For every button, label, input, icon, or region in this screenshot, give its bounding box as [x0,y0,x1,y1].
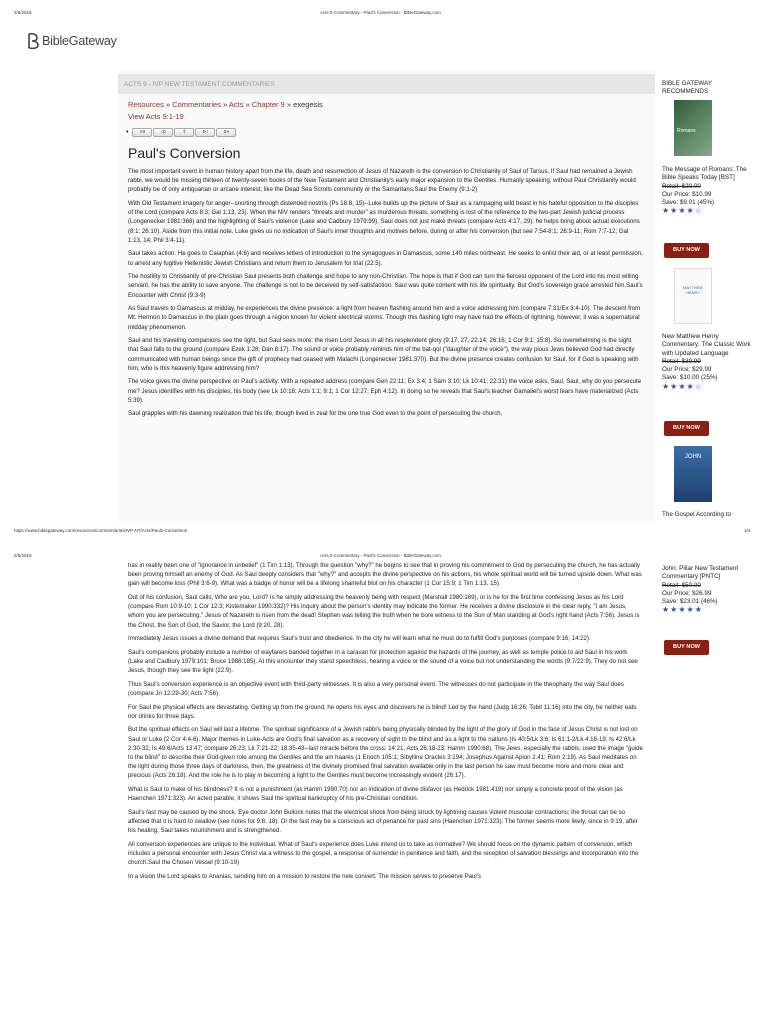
print-title: Acts 9 Commentary - Paul's Conversion - BibleGateway.com [320,10,441,15]
up-button[interactable]: ⇧ [174,128,194,137]
article-title: Paul's Conversion [128,145,241,161]
breadcrumb-resources[interactable]: Resources [128,100,164,109]
view-acts-link[interactable]: View Acts 9:1-19 [128,112,184,121]
paragraph: has in reality been one of "ignorance in unbelief" (1 Tim 1:13). Through the question "why?" he begins to see that in proving his commitment to God by persecuting the church, he has actually been proving himself an enemy of God. As Saul deeply considers that "why?" and accepts the divine perspective on his actions, his whole spiritual world will be turned upside down. What was gain will become loss (Phil 3:6-9). What was a badge of honor will be a lifelong shameful blot on his character (1 Cor 15:9; 1 Tim 1:13, 15). [128,562,642,588]
book-item-4 [662,565,752,615]
paragraph: What is Saul to make of his blindness? It is not a punishment (as Hamm 1990:70) nor an indication of divine disfavor (as Hedrick 1981:419) nor simply a concrete proof of the vision (as Haenchen 1971:323). An acted parable, it shows Saul the spiritual bankruptcy of his pre-Christian condition. [128,786,623,803]
cover-text: MATTHEW HENRY [683,285,703,295]
paragraph: Thus Saul's conversion experience is an objective event with third-party witnesses. It is also a very personal event. The witnesses do not participate in the theophany the way Saul does (compare Jn 12:29-30; Acts 7:56). [128,680,624,697]
breadcrumb-sep: » [245,100,250,109]
book-price: Our Price: $26.99 [662,589,712,597]
paragraph: The most important event in human history apart from the life, death and resurrection of Jesus of Nazareth is the conversion to Christianity of Saul of Tarsus. If Saul had remained a Jewish rabbi, we would be missing thirteen of twenty-seven books of the New Testament and Christianity's early major expansion to the Gentiles. Humanly speaking, without Paul Christianity would probably be of only antiquarian or arcane interest, like the Dead Sea Scrolls community or the Samaritans.Saul the Enemy (9:1-2) [128,168,636,194]
book-save: Save: $10.00 (25%) [662,374,718,382]
buy-now-button[interactable]: BUY NOW [664,640,709,655]
book-title[interactable]: New Matthew Henry Commentary: The Classic Work with Updated Language [662,333,751,357]
commentary-band: ACTS 9 - IVP NEW TESTAMENT COMMENTARIES [118,74,655,94]
book-price: Our Price: $29.99 [662,366,712,374]
paragraph: Saul grapples with his dawning realization that his life, though lived in zeal for the one true God even to the point of persecuting the church, [128,410,503,418]
breadcrumb-sep: » [223,100,228,109]
paragraph: In a vision the Lord speaks to Ananias, sending him on a mission to restore the new convert. The mission serves to preserve Paul's [128,872,481,880]
biblegateway-logo[interactable] [26,30,117,52]
book-cover-matthew-henry[interactable] [674,268,712,324]
paragraph: Immediately Jesus issues a divine demand that requires Saul's trust and obedience. In the city he will learn what he must do to fulfill God's purposes (compare 9:16; 14:22). [128,635,591,643]
paragraph: Saul and his traveling companions see the light, but Saul sees more: the risen Lord Jesus in all his resplendent glory (9:17, 27; 22:14; 26:16; 1 Cor 9:1; 15:8). So overwhelming is the sight that Saul falls to the ground (compare Ezek 1:28; Dan 8:17). The sound or voice probably reminds him of the bat-qol ("daughter of the voice"), the way pious Jews believed God had directly communicated with human beings since the gift of prophecy had ceased with Malachi (Longenecker 1981:370). But the divine presence creates confusion for Saul, for if God is speaking with him, who is this heavenly figure addressing him? [128,337,639,372]
rating-stars: ★★★★☆ [662,206,703,216]
paragraph: With Old Testament imagery for anger--snorting through distended nostrils (Ps 18:8, 15)--Luke builds up the picture of Saul as a rampaging wild beast in his hateful opposition to the disciples of the Lord (compare Acts 8:3; Gal 1:13, 23). When the NIV renders "threats and murder" as murderous threats, something is lost of the reference to the two-part Jewish judicial process (Longenecker 1981:368) and the highlighting of Saul's violence (Lake and Cadbury 1979:99). Saul does not just make threats (compare Acts 4:17, 29); he helps bring about actual executions (8:1; 26:10). Aside from this initial note, Luke gives us no indication of Saul's inner thoughts and motives before, during or after his conversion (but see 7:54-8:1; 26:9-11; Rom 7:7-12; Gal 1:13, 14; Phil 3:4-11). [128,200,640,244]
book-retail: Retail: $20.00 [662,182,701,190]
prev-button[interactable]: ‹o [153,128,173,137]
paragraph: As Saul travels to Damascus at midday, he experiences the divine presence: a light from heaven flashing around him and a voice addressing him (compare 7:31/Ex 3:4-10). The descent from Mt. Hermon to Damascus in the plain goes through a region known for violent electrical storms. Though this flashing light may have had the effects of lightning, however, it was a supernatural midday phenomenon. [128,305,641,331]
paragraph: Out of his confusion, Saul calls, Who are you, Lord? Is he simply addressing the heavenly being with respect (Marshall 1980:169), or is he for the first time confessing Jesus as his Lord (compare Rom 10:9-10; 1 Cor 12:3; Kistemaker 1990:332)? His inquiry about the person's identity may indicate the former. He receives a divine disclosure in the clear reply, "I am Jesus, whom you are persecuting." Jesus of Nazareth is risen from the dead! Stephen was telling the truth when he bore witness to the Son of Man standing at God's right hand (Acts 7:56). Jesus is the Christ, the Son of God, the Savior, the Lord (9:20, 28). [128,594,640,629]
book-title[interactable]: John: Pillar New Testament Commentary [PNTC] [662,565,739,581]
bible-logo-icon [26,32,40,50]
book-cover-john[interactable] [674,446,712,502]
rating-stars: ★★★★☆ [662,381,703,391]
paragraph: But the spiritual effects on Saul will last a lifetime. The spiritual significance of a Jewish rabbi's being physically blinded by the light of the glory of God in the face of Jesus Christ is not lost on Saul or Luke (2 Cor 4:4-6). Major themes in Luke-Acts are God's final salvation as a recovery of sight to the blind and as a light to the nations (Is 40:5/Lk 3:6; Is 61:1-2/Lk 4:18-19; Is 42:6/Lk 2:30-32; Is 49:6/Acts 13:47; compare 26:23; Lk 7:21-22; 18:35-43--last miracle before the cross; 14:21; Acts 26:18-23; Hamm 1990:68). The Jews, especially the rabbis, used the image "guide to the blind" to describe their God-given role among the Gentiles and the am haares (1 Enoch 105:1; Sibylline Oracles 3:194; Josephus Against Apion 2.41; Rom 2:19). As Saul meditates on the light during those three days of darkness, then, the greatness of the divinely promised final salvation available only in the last person he saw must become more and more clear and precious (Acts 26:18). And the role he is to play in becoming a light to the Gentiles must become increasingly evident (26:17). [128,726,643,780]
bullet-icon: • [126,129,129,136]
buy-now-button[interactable]: BUY NOW [664,421,709,436]
paragraph: Saul takes action. He goes to Caiaphas (4:6) and receives letters of introduction to the synagogues in Damascus, some 140 miles northeast. He seeks to enlist their aid, or at least permission, to arrest any fugitive Hellenistic Jewish Christians and return them to Jerusalem for trial (22:5). [128,250,643,267]
breadcrumb-current: exegesis [293,100,323,109]
article-body-page2 [128,561,643,885]
article-body-page1 [128,167,643,423]
cover-text: Romans [677,128,696,134]
logo-text: BibleGateway [42,34,117,48]
last-button[interactable]: o» [216,128,236,137]
print-date-2: 2/6/2016 [14,553,32,558]
next-button[interactable]: ⊳› [195,128,215,137]
breadcrumb-sep: » [286,100,292,109]
paragraph: The voice gives the divine perspective on Paul's activity. With a repeated address (compare Gen 22:11; Ex 3:4; 1 Sam 3:10; Lk 10:41; 22:31) the voice asks, Saul, Saul, why do you persecute me? Jesus identifies with his disciples, his body (see Lk 10:16; Acts 1:1; 9:1; 1 Cor 12:27; Eph 4:12). In doing so he reveals that Saul's teacher Gamaliel's worst fears have materialized (Acts 5:39). [128,378,642,404]
print-title-2: Acts 9 Commentary - Paul's Conversion - BibleGateway.com [320,553,441,558]
book-retail: Retail: $50.00 [662,581,701,589]
book-save: Save: $9.01 (45%) [662,199,715,207]
sidebar-heading: BIBLE GATEWAY RECOMMENDS [662,80,712,96]
first-button[interactable]: «o [132,128,152,137]
book-item-1 [662,166,752,216]
book-save: Save: $23.01 (46%) [662,598,718,606]
paragraph: For Saul the physical effects are devastating. Getting up from the ground, he opens his eyes and discovers he is blind! Led by the hand (Judg 16:26; Tobit 11:16) into the city, he neither eats nor drinks for three days. [128,703,637,720]
cover-text: JOHN [684,454,702,460]
breadcrumb [128,100,323,109]
book-retail: Retail: $39.99 [662,357,701,365]
breadcrumb-commentaries[interactable]: Commentaries [172,100,221,109]
book-item-3 [662,511,752,519]
paragraph: Saul's companions probably include a number of wayfarers banded together in a caravan for protection against the hazards of the journey, as well as temple police to aid Saul in his work (Lake and Cadbury 1979:101; Bruce 1988:185). At this encounter they stand speechless, hearing a voice or the sound of a voice but not understanding the words (9:7/22:9). They do not see Jesus, though they see the light (22:9). [128,648,638,675]
print-date: 2/6/2016 [14,10,32,15]
book-price: Our Price: $10.99 [662,190,712,198]
book-cover-romans[interactable] [674,100,712,156]
section-nav [126,128,236,137]
breadcrumb-sep: » [165,100,171,109]
paragraph: Saul's fast may be caused by the shock. Eye doctor John Bullock notes that the electrical shock from being struck by lightning causes violent muscular contractions; the throat can be so affected that it is hard to swallow (see notes for 9:8, 18). Or the fast may be a conscious act of penance for past sins (Haenchen 1971:323). The former seems more likely, since in 9:19, after his healing, Saul takes nourishment and is strengthened. [128,808,638,835]
print-url: https://www.biblegateway.com/resources/commentaries/IVP-NT/Acts/Pauls-Conversion [14,528,188,533]
page-number: 1/4 [744,528,751,533]
book-title[interactable]: The Gospel According to [662,511,731,518]
paragraph: The hostility to Christianity of pre-Christian Saul presents both challenge and hope to any non-Christian. The hope is that if God can turn the fiercest opponent of the Lord into his most willing servant, he has the ability to save anyone. The challenge is not to be deceived by self-satisfaction. Saul was quite content with his life spiritually. But God's sovereign grace arrested him.Saul's Encounter with Christ (9:3-9) [128,273,643,299]
book-item-2 [662,333,752,391]
breadcrumb-acts[interactable]: Acts [228,100,244,109]
breadcrumb-chapter[interactable]: Chapter 9 [251,100,285,109]
book-title[interactable]: The Message of Romans: The Bible Speaks Today [BST] [662,166,747,182]
buy-now-button[interactable]: BUY NOW [664,243,709,258]
paragraph: All conversion experiences are unique to the individual. What of Saul's experience does Luke intend us to take as normative? We should focus on the dynamic pattern of conversion, which includes a personal encounter with Jesus Christ via a witness to the gospel, a response of surrender in penitence and faith, and the reception of salvation blessings and incorporation into the church.Saul the Chosen Vessel (9:10-19) [128,840,639,867]
rating-stars: ★★★★★ [662,605,703,615]
